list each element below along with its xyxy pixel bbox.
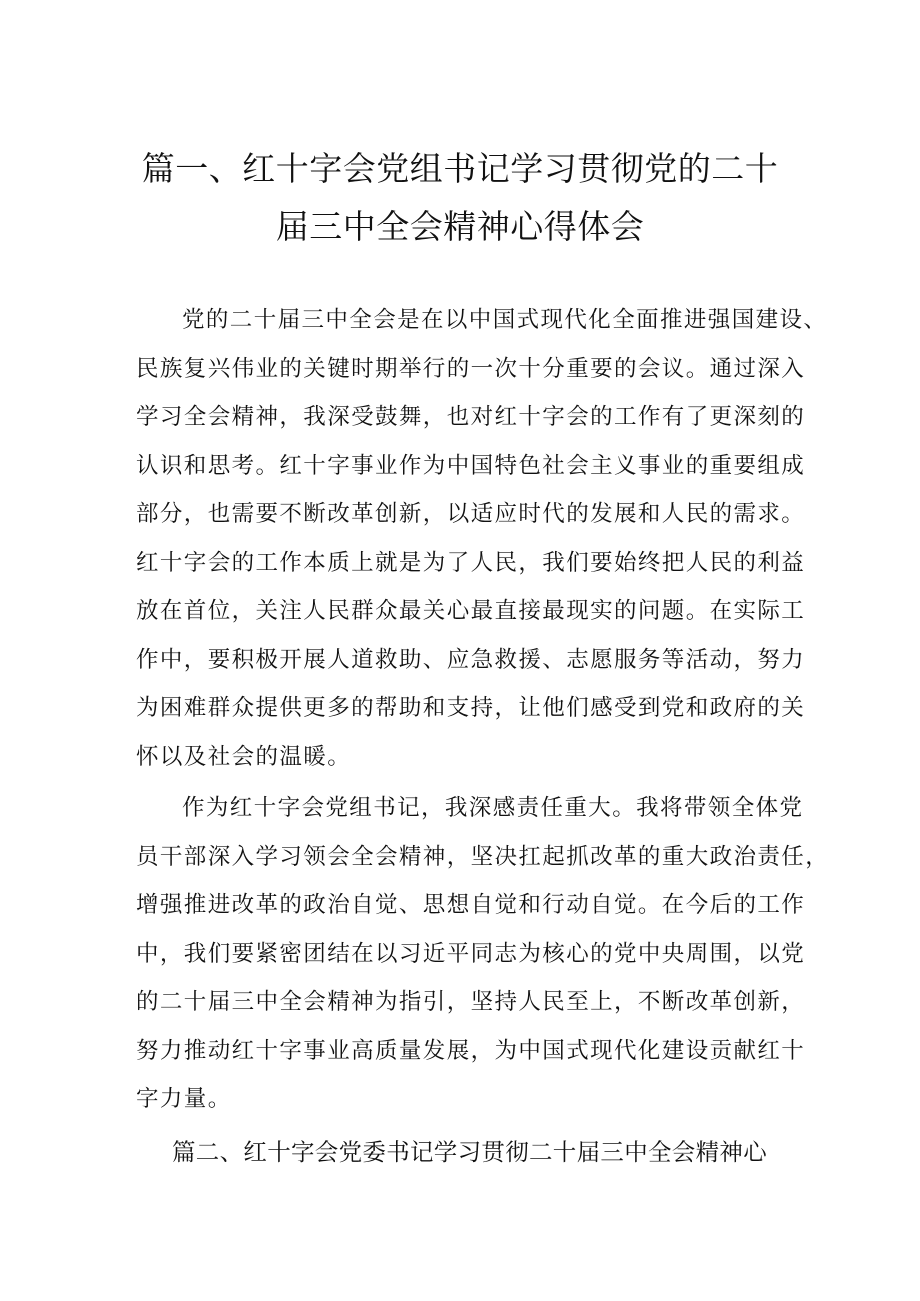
paragraph-1 <box>136 296 828 781</box>
paragraph-line: 员干部深入学习领会全会精神，坚决扛起抓改革的重大政治责任， <box>136 843 830 870</box>
paragraph-line: 部分，也需要不断改革创新，以适应时代的发展和人民的需求。 <box>136 501 806 527</box>
paragraph-line: 作中，要积极开展人道救助、应急救援、志愿服务等活动，努力 <box>136 646 806 673</box>
title-line-2: 届三中全会精神心得体会 <box>275 207 645 246</box>
paragraph-2 <box>136 784 830 1124</box>
paragraph-line: 怀以及社会的温暖。 <box>136 743 352 770</box>
paragraph-line: 字力量。 <box>136 1086 232 1112</box>
section-2-heading: 篇二、红十字会党委书记学习贯彻二十届三中全会精神心 <box>172 1138 767 1166</box>
paragraph-line: 增强推进改革的政治自觉、思想自觉和行动自觉。在今后的工作 <box>136 892 806 918</box>
paragraph-line: 认识和思考。红十字事业作为中国特色社会主义事业的重要组成 <box>136 452 806 479</box>
paragraph-line: 努力推动红十字事业高质量发展，为中国式现代化建设贡献红十 <box>136 1037 806 1064</box>
paragraph-line: 党的二十届三中全会是在以中国式现代化全面推进强国建设、 <box>182 307 828 333</box>
paragraph-line: 民族复兴伟业的关键时期举行的一次十分重要的会议。通过深入 <box>136 355 806 382</box>
title-line-1: 篇一、红十字会党组书记学习贯彻党的二十 <box>141 149 779 188</box>
document-body <box>136 296 830 1124</box>
paragraph-line: 学习全会精神，我深受鼓舞，也对红十字会的工作有了更深刻的 <box>136 404 806 430</box>
paragraph-line: 作为红十字会党组书记，我深感责任重大。我将带领全体党 <box>182 795 804 821</box>
document-title <box>120 140 800 256</box>
paragraph-line: 为困难群众提供更多的帮助和支持，让他们感受到党和政府的关 <box>136 695 806 721</box>
paragraph-line: 的二十届三中全会精神为指引，坚持人民至上，不断改革创新， <box>136 989 806 1015</box>
paragraph-line: 红十字会的工作本质上就是为了人民，我们要始终把人民的利益 <box>136 549 806 576</box>
paragraph-line: 放在首位，关注人民群众最关心最直接最现实的问题。在实际工 <box>136 598 806 624</box>
paragraph-line: 中，我们要紧密团结在以习近平同志为核心的党中央周围，以党 <box>136 940 806 967</box>
